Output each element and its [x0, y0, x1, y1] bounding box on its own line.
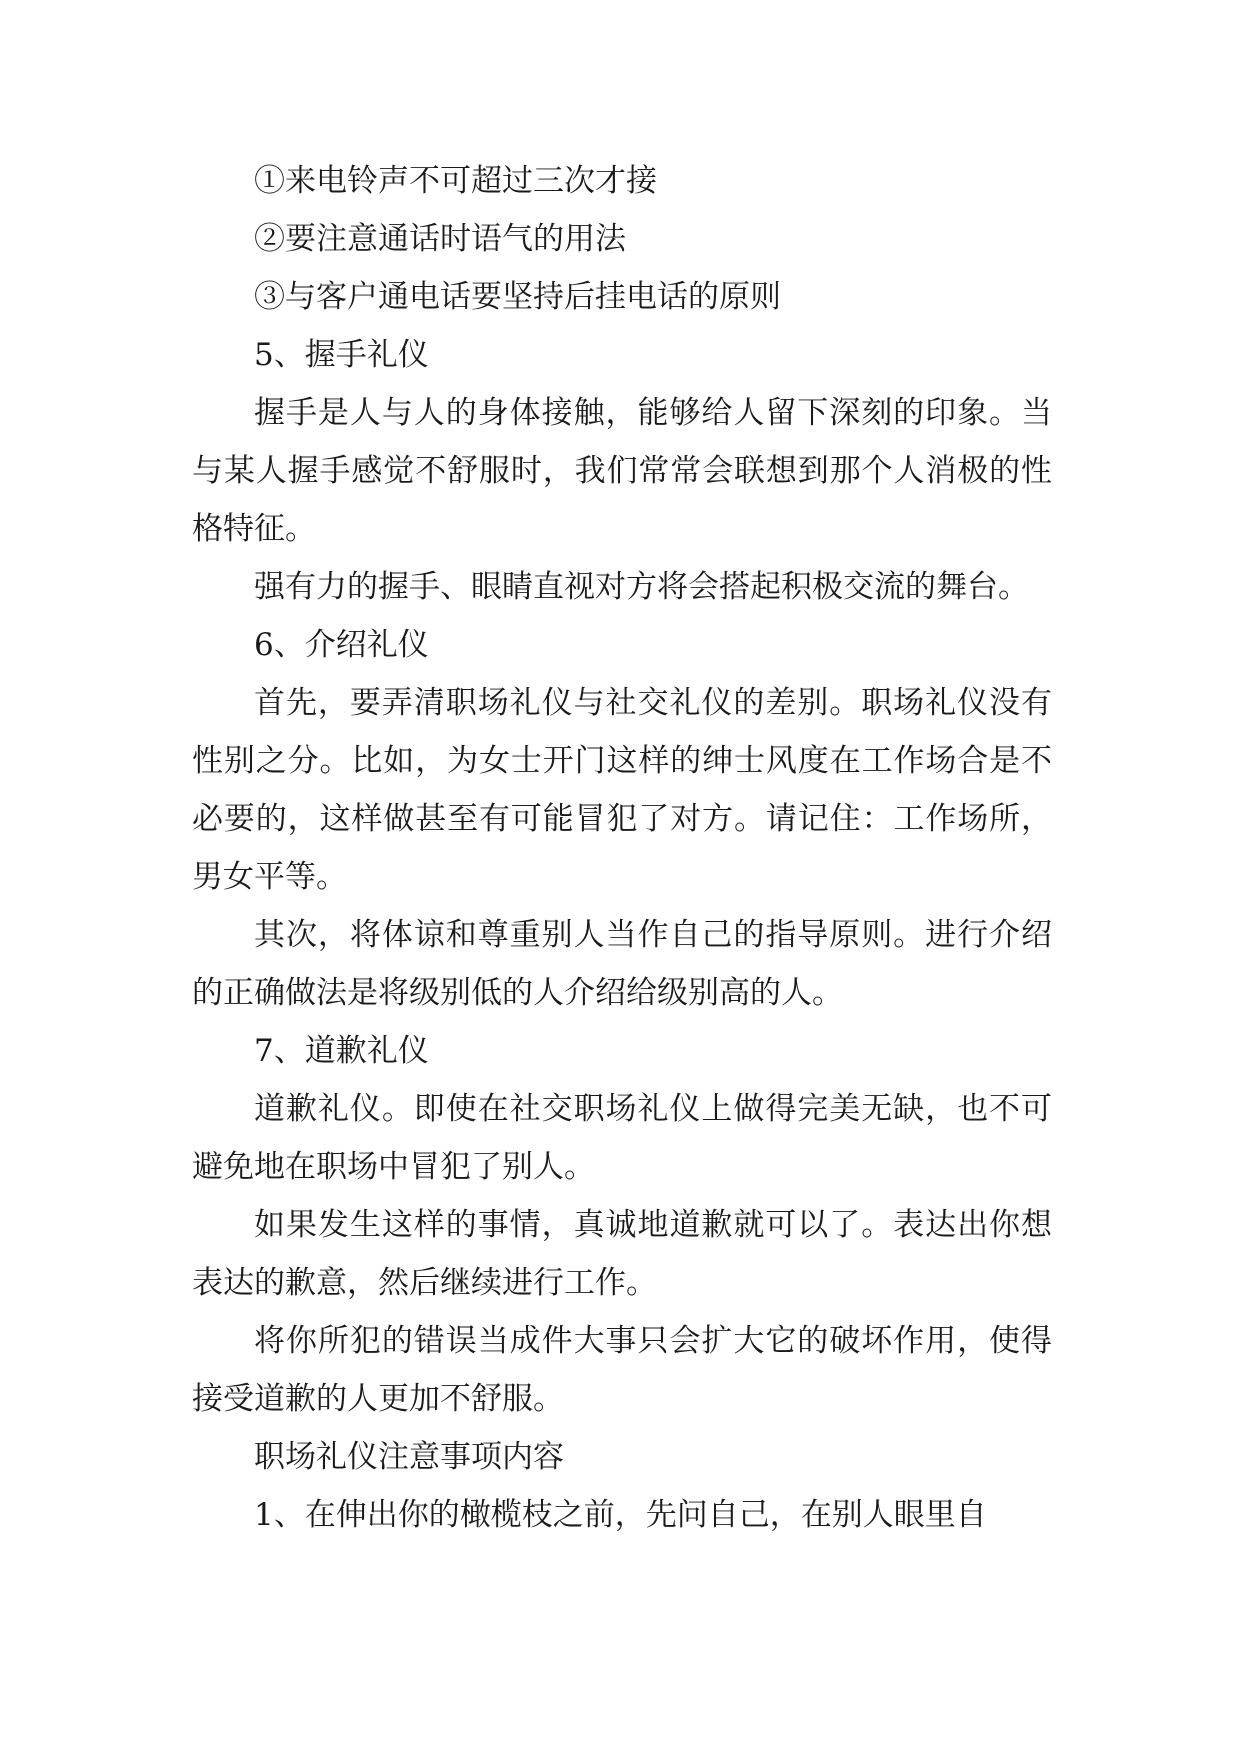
paragraph-introduction-second: 其次，将体谅和尊重别人当作自己的指导原则。进行介绍的正确做法是将级别低的人介绍给级别高的人。 [192, 917, 1052, 1011]
paragraph-apology-sincere: 如果发生这样的事情，真诚地道歉就可以了。表达出你想表达的歉意，然后继续进行工作。 [192, 1207, 1052, 1301]
paragraph-notes-first: 1、在伸出你的橄榄枝之前，先问自己，在别人眼里自 [254, 1497, 987, 1533]
document-body [192, 152, 1052, 1544]
paragraph-handshake-strong: 强有力的握手、眼睛直视对方将会搭起积极交流的舞台。 [254, 569, 1029, 605]
list-item-ring-rule: ①来电铃声不可超过三次才接 [254, 163, 657, 199]
list-item-hangup-rule: ③与客户通电话要坚持后挂电话的原则 [254, 279, 781, 315]
section-heading-introduction: 6、介绍礼仪 [254, 627, 429, 663]
paragraph-introduction-first: 首先，要弄清职场礼仪与社交礼仪的差别。职场礼仪没有性别之分。比如，为女士开门这样的绅士风度在工作场合是不必要的，这样做甚至有可能冒犯了对方。请记住：工作场所，男女平等。 [192, 685, 1052, 895]
section-heading-handshake: 5、握手礼仪 [254, 337, 429, 373]
paragraph-apology-intro: 道歉礼仪。即使在社交职场礼仪上做得完美无缺，也不可避免地在职场中冒犯了别人。 [192, 1091, 1052, 1185]
paragraph-apology-mistake: 将你所犯的错误当成件大事只会扩大它的破坏作用，使得接受道歉的人更加不舒服。 [192, 1323, 1052, 1417]
section-heading-notes: 职场礼仪注意事项内容 [254, 1439, 564, 1475]
list-item-tone-rule: ②要注意通话时语气的用法 [254, 221, 626, 257]
paragraph-handshake-impression: 握手是人与人的身体接触，能够给人留下深刻的印象。当与某人握手感觉不舒服时，我们常常会联想到那个人消极的性格特征。 [192, 395, 1052, 547]
section-heading-apology: 7、道歉礼仪 [254, 1033, 429, 1069]
